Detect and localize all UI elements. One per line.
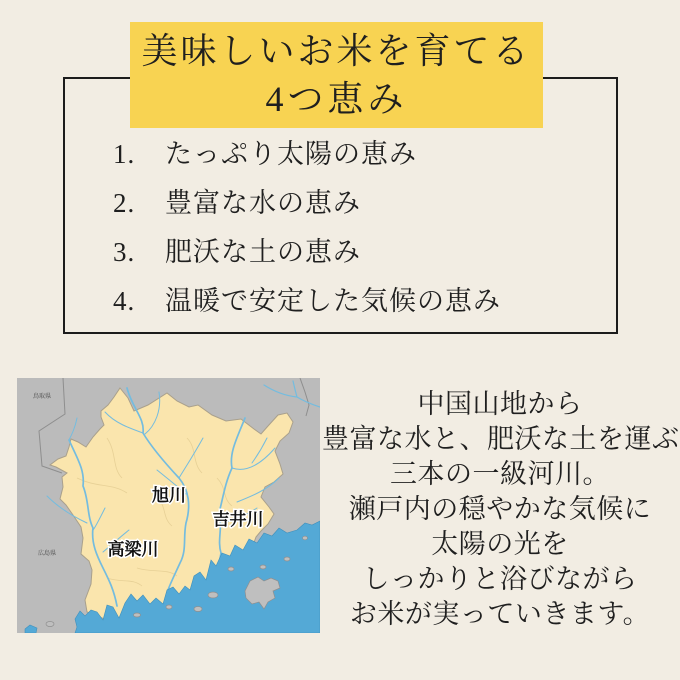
blessing-text-2: 豊富な水の恵み	[165, 188, 361, 218]
blessing-text-3: 肥沃な土の恵み	[165, 237, 361, 267]
map-svg	[17, 378, 320, 633]
blessing-number-2: 2.	[113, 188, 136, 218]
tottori-label: 鳥取県	[32, 394, 52, 400]
description-line-2: 豊富な水と、肥沃な土を運ぶ	[322, 424, 680, 454]
description-text	[322, 387, 678, 632]
description-line-6: しっかりと浴びながら	[362, 564, 638, 594]
description-line-1: 中国山地から	[417, 389, 583, 419]
blessing-item-1	[113, 136, 616, 172]
hiroshima-label: 広島県	[37, 551, 57, 557]
description-line-7: お米が実っていきます。	[349, 599, 651, 629]
page-title-line1: 美味しいお米を育てる	[141, 31, 532, 71]
asahi-river-label: 旭川	[152, 486, 186, 505]
description-line-5: 太陽の光を	[431, 529, 569, 559]
page-title-line2: 4つ恵み	[265, 79, 408, 119]
blessings-list	[65, 136, 616, 319]
takahashi-river-label: 高梁川	[107, 540, 159, 559]
description-line-4: 瀬戸内の穏やかな気候に	[348, 494, 652, 524]
yoshii-river-label: 吉井川	[212, 510, 264, 529]
blessing-text-1: たっぷり太陽の恵み	[165, 139, 417, 169]
description-line-3: 三本の一級河川。	[390, 459, 610, 489]
blessing-item-2	[113, 185, 616, 221]
title-banner	[130, 22, 543, 128]
okayama-river-map	[17, 378, 320, 633]
blessing-number-3: 3.	[113, 237, 136, 267]
blessing-item-4	[113, 283, 616, 319]
blessing-number-1: 1.	[113, 139, 136, 169]
blessing-item-3	[113, 234, 616, 270]
blessing-number-4: 4.	[113, 286, 136, 316]
blessing-text-4: 温暖で安定した気候の恵み	[165, 286, 501, 316]
